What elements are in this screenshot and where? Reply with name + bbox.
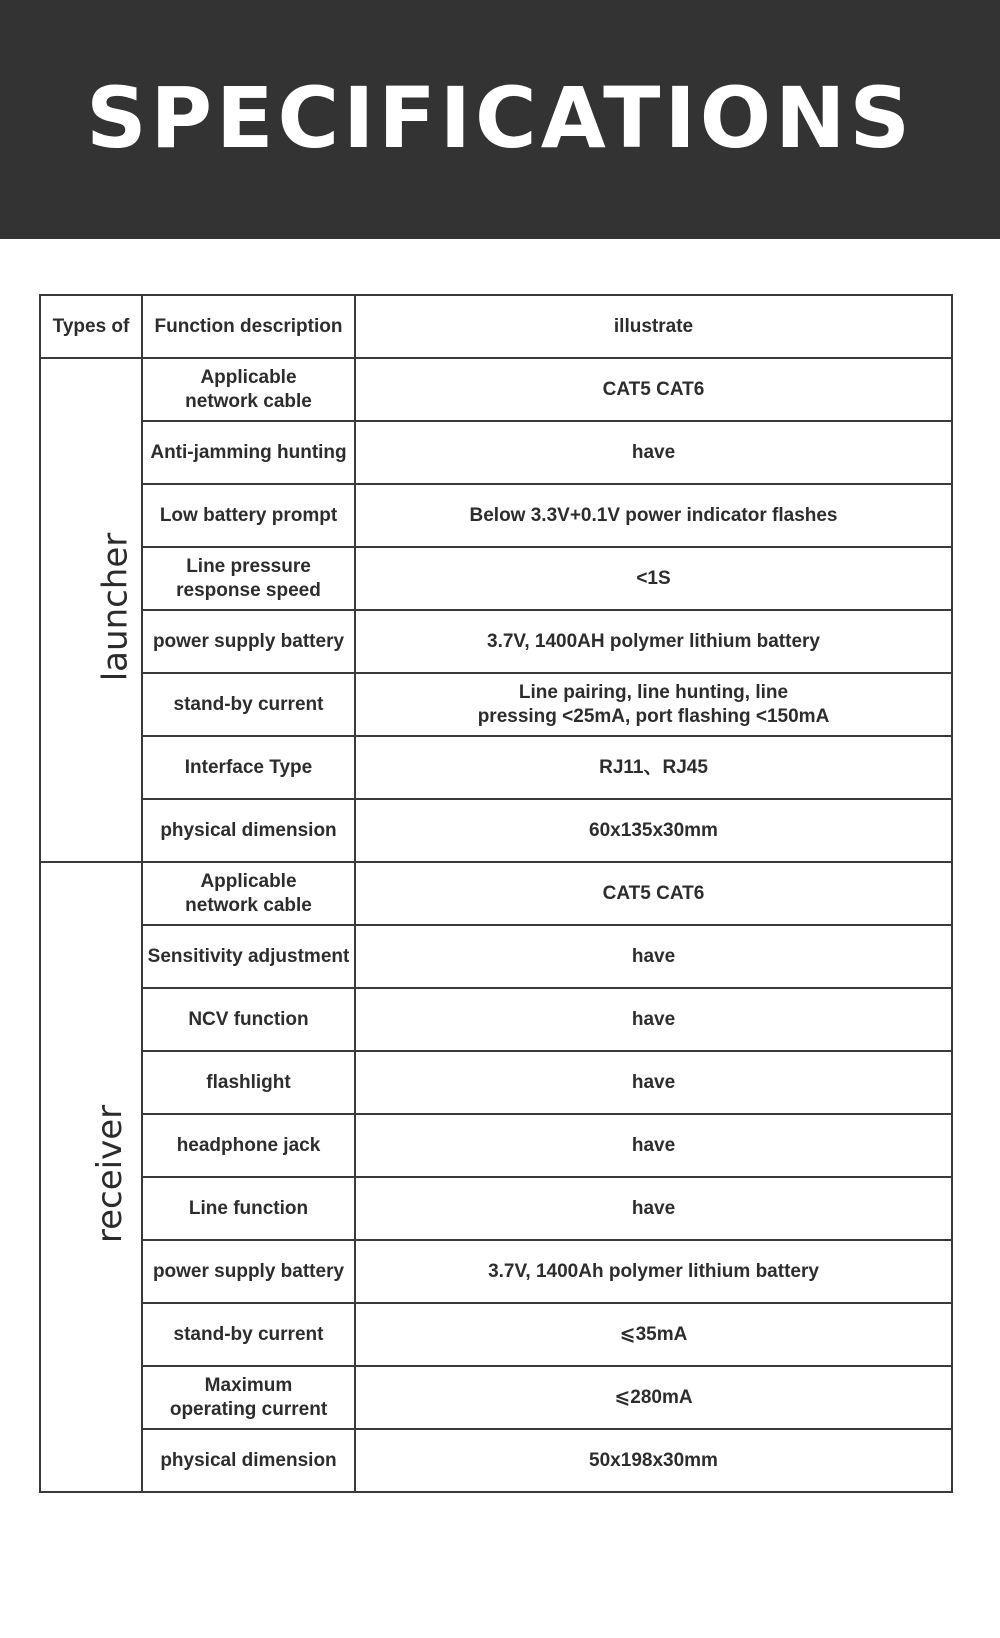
table-row <box>40 1177 952 1240</box>
table-row <box>40 1051 952 1114</box>
function-cell: Line function <box>142 1177 355 1240</box>
group-cell-receiver <box>40 862 142 1492</box>
value-cell: Line pairing, line hunting, line pressing <25mA, port flashing <150mA <box>355 673 952 736</box>
table-row <box>40 736 952 799</box>
table-row <box>40 1114 952 1177</box>
function-cell: stand-by current <box>142 1303 355 1366</box>
function-cell: NCV function <box>142 988 355 1051</box>
function-cell: Sensitivity adjustment <box>142 925 355 988</box>
table-row <box>40 610 952 673</box>
table-row <box>40 673 952 736</box>
group-cell-launcher <box>40 358 142 862</box>
function-cell: power supply battery <box>142 610 355 673</box>
table-row <box>40 358 952 421</box>
table-row <box>40 1303 952 1366</box>
header-function: Function description <box>142 295 355 358</box>
value-cell: 60x135x30mm <box>355 799 952 862</box>
table-row <box>40 1240 952 1303</box>
header-row <box>40 295 952 358</box>
value-cell: 3.7V, 1400AH polymer lithium battery <box>355 610 952 673</box>
table-row <box>40 799 952 862</box>
function-cell: power supply battery <box>142 1240 355 1303</box>
table-row <box>40 988 952 1051</box>
header-illustrate: illustrate <box>355 295 952 358</box>
function-cell: physical dimension <box>142 1429 355 1492</box>
value-cell: <1S <box>355 547 952 610</box>
value-cell: CAT5 CAT6 <box>355 862 952 925</box>
table-row <box>40 925 952 988</box>
table-row <box>40 421 952 484</box>
value-cell: ⩽280mA <box>355 1366 952 1429</box>
header-types: Types of <box>40 295 142 358</box>
function-cell: Anti-jamming hunting <box>142 421 355 484</box>
group-label: launcher <box>95 532 136 682</box>
value-cell: have <box>355 1114 952 1177</box>
function-cell: Interface Type <box>142 736 355 799</box>
table-row <box>40 1429 952 1492</box>
table-row <box>40 1366 952 1429</box>
function-cell: Maximum operating current <box>142 1366 355 1429</box>
page-title: SPECIFICATIONS <box>86 68 914 167</box>
function-cell: Line pressure response speed <box>142 547 355 610</box>
spec-table <box>39 294 953 1493</box>
value-cell: Below 3.3V+0.1V power indicator flashes <box>355 484 952 547</box>
value-cell: RJ11、RJ45 <box>355 736 952 799</box>
value-cell: 3.7V, 1400Ah polymer lithium battery <box>355 1240 952 1303</box>
group-label: receiver <box>90 1104 131 1244</box>
table-row <box>40 547 952 610</box>
value-cell: have <box>355 421 952 484</box>
function-cell: stand-by current <box>142 673 355 736</box>
table-row <box>40 862 952 925</box>
function-cell: Applicable network cable <box>142 862 355 925</box>
value-cell: have <box>355 1051 952 1114</box>
value-cell: 50x198x30mm <box>355 1429 952 1492</box>
function-cell: headphone jack <box>142 1114 355 1177</box>
function-cell: Low battery prompt <box>142 484 355 547</box>
title-banner <box>0 0 1000 239</box>
function-cell: physical dimension <box>142 799 355 862</box>
value-cell: have <box>355 925 952 988</box>
function-cell: flashlight <box>142 1051 355 1114</box>
table-row <box>40 484 952 547</box>
value-cell: CAT5 CAT6 <box>355 358 952 421</box>
value-cell: have <box>355 988 952 1051</box>
value-cell: have <box>355 1177 952 1240</box>
spec-table-body <box>40 295 952 1492</box>
value-cell: ⩽35mA <box>355 1303 952 1366</box>
function-cell: Applicable network cable <box>142 358 355 421</box>
